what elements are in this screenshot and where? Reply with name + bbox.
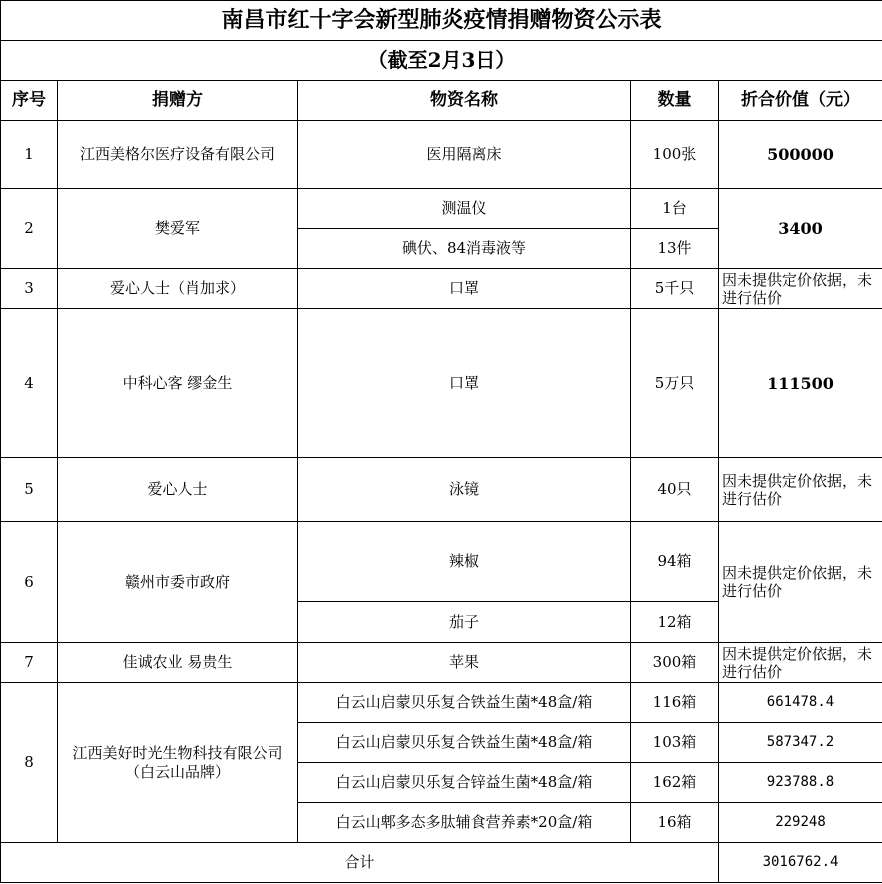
row-donor: 爱心人士: [58, 458, 298, 522]
row-seq: 1: [1, 121, 58, 189]
row-item-name: 辣椒: [298, 522, 631, 602]
row-item-qty: 12箱: [631, 602, 719, 643]
row-item-name: 白云山启蒙贝乐复合锌益生菌*48盒/箱: [298, 763, 631, 803]
row-value-note: 因未提供定价依据，未进行估价: [719, 643, 882, 683]
row-value-note: 因未提供定价依据，未进行估价: [719, 269, 882, 309]
row-item-qty: 16箱: [631, 803, 719, 843]
row-item-name: 碘伏、84消毒液等: [298, 229, 631, 269]
row-item-qty: 94箱: [631, 522, 719, 602]
row-item-qty: 300箱: [631, 643, 719, 683]
page-subtitle: （截至2月3日）: [1, 41, 882, 81]
row-seq: 4: [1, 309, 58, 458]
row-donor: 樊爱军: [58, 189, 298, 269]
row-seq: 8: [1, 683, 58, 843]
row-seq: 2: [1, 189, 58, 269]
row-item-name: 白云山郫多态多肽辅食营养素*20盒/箱: [298, 803, 631, 843]
row-value: 3400: [719, 189, 882, 269]
row-item-name: 白云山启蒙贝乐复合铁益生菌*48盒/箱: [298, 723, 631, 763]
row-donor: 赣州市委市政府: [58, 522, 298, 643]
row-donor: [58, 683, 298, 843]
row-item-name: 测温仪: [298, 189, 631, 229]
row-item-qty: 13件: [631, 229, 719, 269]
row-item-name: 口罩: [298, 269, 631, 309]
header-seq: 序号: [1, 81, 58, 121]
total-label: 合计: [1, 843, 719, 883]
row-item-name: 白云山启蒙贝乐复合铁益生菌*48盒/箱: [298, 683, 631, 723]
row-item-name: 医用隔离床: [298, 121, 631, 189]
table-row: [1, 643, 882, 683]
row-value: 229248: [719, 803, 882, 843]
page-title: 南昌市红十字会新型肺炎疫情捐赠物资公示表: [1, 1, 882, 41]
header-item: 物资名称: [298, 81, 631, 121]
row-item-name: 苹果: [298, 643, 631, 683]
row-value: 661478.4: [719, 683, 882, 723]
table-row: [1, 683, 882, 723]
row-item-qty: 103箱: [631, 723, 719, 763]
table-row: [1, 309, 882, 458]
row-item-qty: 100张: [631, 121, 719, 189]
row-item-name: 口罩: [298, 309, 631, 458]
row-value: 923788.8: [719, 763, 882, 803]
row-seq: 6: [1, 522, 58, 643]
row-item-qty: 116箱: [631, 683, 719, 723]
total-row: [1, 843, 882, 883]
row-donor-line2: （白云山品牌）: [124, 762, 230, 781]
row-donor: 佳诚农业 易贵生: [58, 643, 298, 683]
table-row: [1, 269, 882, 309]
row-item-qty: 5千只: [631, 269, 719, 309]
row-seq: 3: [1, 269, 58, 309]
row-donor: 江西美格尔医疗设备有限公司: [58, 121, 298, 189]
table-row: [1, 522, 882, 602]
table-row: [1, 189, 882, 229]
header-donor: 捐赠方: [58, 81, 298, 121]
row-donor: 爱心人士（肖加求）: [58, 269, 298, 309]
header-row: [1, 81, 882, 121]
row-value-note: 因未提供定价依据，未进行估价: [719, 522, 882, 643]
row-value: 500000: [719, 121, 882, 189]
row-item-name: 泳镜: [298, 458, 631, 522]
row-seq: 7: [1, 643, 58, 683]
row-item-name: 茄子: [298, 602, 631, 643]
row-value: 111500: [719, 309, 882, 458]
row-donor: 中科心客 缪金生: [58, 309, 298, 458]
header-value: 折合价值（元）: [719, 81, 882, 121]
table-row: [1, 121, 882, 189]
total-value: 3016762.4: [719, 843, 882, 883]
row-item-qty: 162箱: [631, 763, 719, 803]
row-item-qty: 5万只: [631, 309, 719, 458]
row-item-qty: 1台: [631, 189, 719, 229]
header-qty: 数量: [631, 81, 719, 121]
row-seq: 5: [1, 458, 58, 522]
row-donor-line1: 江西美好时光生物科技有限公司: [72, 743, 283, 762]
row-value-note: 因未提供定价依据，未进行估价: [719, 458, 882, 522]
row-item-qty: 40只: [631, 458, 719, 522]
row-value: 587347.2: [719, 723, 882, 763]
table-row: [1, 458, 882, 522]
